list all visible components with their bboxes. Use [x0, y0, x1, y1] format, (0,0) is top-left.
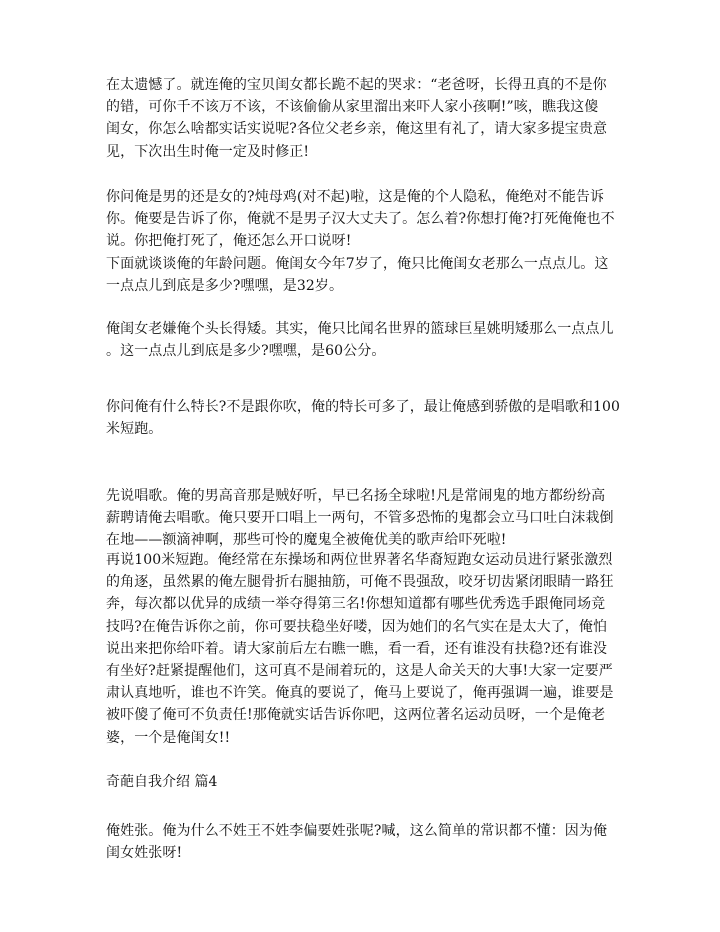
paragraph-singing: 先说唱歌。俺的男高音那是贼好听，早已名扬全球啦!凡是常闹鬼的地方都纷纷高 薪聘请俺去唱歌。俺只要开口唱上一两句，不管多恐怖的鬼都会立马口吐白沫栽倒 在地——额滴神啊，那些可怜的魔鬼全被俺优美的歌声给吓死啦!	[106, 488, 614, 549]
paragraph-sprint: 再说100米短跑。俺经常在东操场和两位世界著名华裔短跑女运动员进行紧张激烈 的角逐，虽然累的俺左腿骨折右腿抽筋，可俺不畏强敌，咬牙切齿紧闭眼睛一路狂 奔，每次都以优异的成绩一举夺得第三名!你想知道都有哪些优秀选手跟俺同场竞 技吗?在俺告诉你之前，你可要扶稳坐好喽，因为她们的名气实在是太大了，俺怕 说出来把你给吓着。请大家前后左右瞧一瞧，看一看，还有谁没有扶稳?还有谁没 有坐好?赶紧提醒他们，这可真不是闹着玩的，这是人命关天的大事!大家一定要严 肃认真地听，谁也不许笑。俺真的要说了，俺马上要说了，俺再强调一遍，谁要是 被吓傻了俺可不负责任!那俺就实话告诉你吧，这两位著名运动员呀，一个是俺老 婆，一个是俺闺女!!	[106, 552, 614, 746]
section-heading: 奇葩自我介绍 篇4	[106, 774, 218, 790]
paragraph-height: 俺闺女老嫌俺个头长得矮。其实，俺只比闻名世界的篮球巨星姚明矮那么一点点儿 。这一点点儿到底是多少?嘿嘿，是60公分。	[106, 321, 614, 360]
paragraph-regret: 在太遗憾了。就连俺的宝贝闺女都长跪不起的哭求：“老爸呀，长得丑真的不是你 的错，可你千不该万不该，不该偷偷从家里溜出来吓人家小孩啊!”咳，瞧我这傻 闺女，你怎么啥都实话实说呢?各位父老乡亲，俺这里有礼了，请大家多提宝贵意 见，下次出生时俺一定及时修正!	[106, 77, 608, 160]
paragraph-gender-age: 你问俺是男的还是女的?炖母鸡(对不起)啦，这是俺的个人隐私，俺绝对不能告诉 你。俺要是告诉了你，俺就不是男子汉大丈夫了。怎么着?你想打俺?打死俺俺也不 说。你把俺打死了，俺还怎么开口说呀! 下面就谈谈俺的年龄问题。俺闺女今年7岁了，俺只比俺闺女老那么一点点儿。这 一点点儿到底是多少?嘿嘿，是32岁。	[106, 189, 615, 294]
paragraph-surname: 俺姓张。俺为什么不姓王不姓李偏要姓张呢?喊，这么简单的常识都不懂：因为俺 闺女姓张呀!	[106, 823, 608, 862]
paragraph-specialties: 你问俺有什么特长?不是跟你吹，俺的特长可多了，最让俺感到骄傲的是唱歌和100 米短跑。	[106, 399, 621, 438]
